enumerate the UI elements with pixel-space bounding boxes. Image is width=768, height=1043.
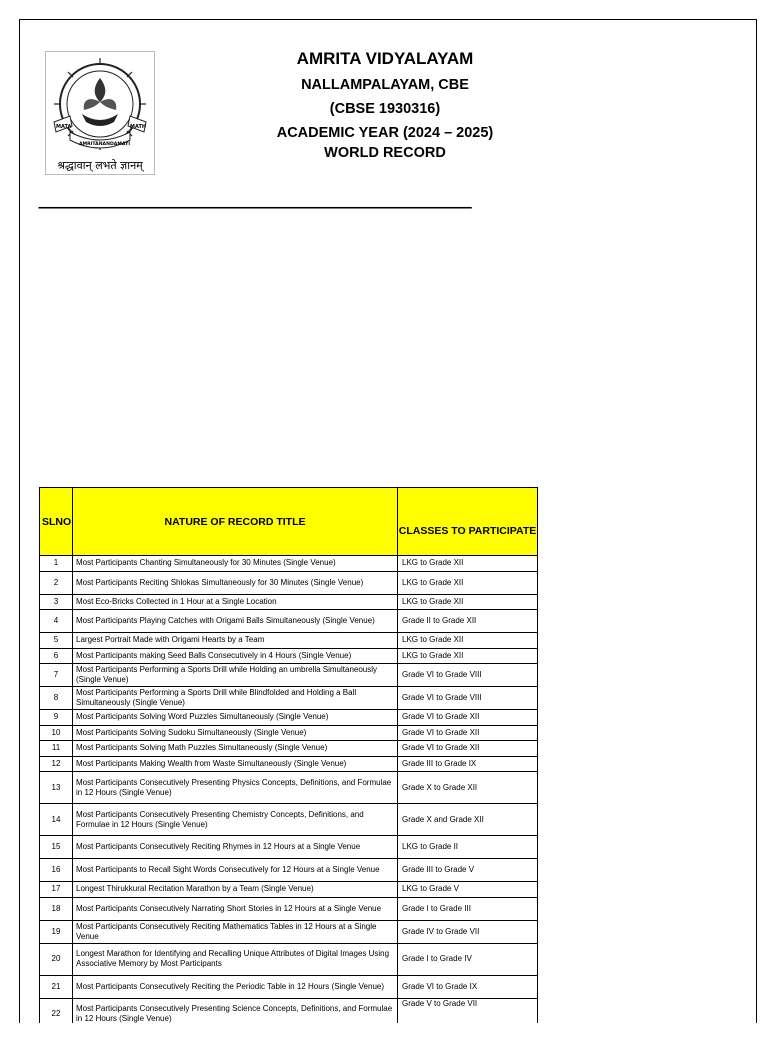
- cell-classes: LKG to Grade II: [398, 836, 538, 859]
- cell-record-title: Most Participants to Recall Sight Words Consecutively for 12 Hours at a Single Venue: [73, 859, 398, 882]
- cell-record-title: Longest Marathon for Identifying and Recalling Unique Attributes of Digital Images Using Associative Memory by Most Participants: [73, 943, 398, 975]
- cell-record-title: Longest Thirukkural Recitation Marathon by a Team (Single Venue): [73, 882, 398, 898]
- cell-record-title: Most Participants Making Wealth from Waste Simultaneously (Single Venue): [73, 756, 398, 772]
- cell-classes: LKG to Grade XII: [398, 648, 538, 664]
- cell-classes: Grade VI to Grade XII: [398, 710, 538, 726]
- logo-ribbon-left: MATA: [56, 124, 72, 130]
- cell-classes: LKG to Grade V: [398, 882, 538, 898]
- table-row: [40, 687, 538, 710]
- cell-record-title: Most Participants Consecutively Narrating Short Stories in 12 Hours at a Single Venue: [73, 897, 398, 920]
- header-slno: SLNO: [40, 488, 73, 556]
- cell-record-title: Most Participants Performing a Sports Drill while Blindfolded and Holding a Ball Simultaneously (Single Venue): [73, 687, 398, 710]
- cell-slno: 17: [40, 882, 73, 898]
- table-row: [40, 725, 538, 741]
- logo-ribbon-right: MATH: [130, 124, 147, 130]
- table-row: [40, 633, 538, 649]
- header-classes: CLASSES TO PARTICIPATE: [398, 488, 538, 556]
- table-row: [40, 859, 538, 882]
- cell-classes: Grade VI to Grade XII: [398, 741, 538, 757]
- cell-slno: 3: [40, 594, 73, 610]
- table-row: [40, 556, 538, 572]
- cell-record-title: Most Participants Consecutively Reciting Rhymes in 12 Hours at a Single Venue: [73, 836, 398, 859]
- cell-record-title: Most Participants Playing Catches with Origami Balls Simultaneously (Single Venue): [73, 610, 398, 633]
- cell-slno: 2: [40, 571, 73, 594]
- cell-slno: 22: [40, 998, 73, 1023]
- school-name: AMRITA VIDYALAYAM: [296, 49, 474, 68]
- cell-classes: Grade IV to Grade VII: [398, 920, 538, 943]
- table-row: [40, 741, 538, 757]
- table-row: [40, 882, 538, 898]
- cell-record-title: Largest Portrait Made with Origami Hearts by a Team: [73, 633, 398, 649]
- cell-record-title: Most Participants Consecutively Presenting Science Concepts, Definitions, and Formulae in 12 Hours (Single Venue): [73, 998, 398, 1023]
- cell-classes: Grade VI to Grade VIII: [398, 664, 538, 687]
- cell-classes: Grade VI to Grade XII: [398, 725, 538, 741]
- cell-classes: Grade II to Grade XII: [398, 610, 538, 633]
- cell-classes: LKG to Grade XII: [398, 571, 538, 594]
- table-row: [40, 920, 538, 943]
- table-header-row: [40, 488, 538, 556]
- cell-record-title: Most Participants Performing a Sports Drill while Holding an umbrella Simultaneously (Single Venue): [73, 664, 398, 687]
- cell-record-title: Most Participants Consecutively Reciting the Periodic Table in 12 Hours (Single Venue): [73, 975, 398, 998]
- table-row: [40, 897, 538, 920]
- table-row: [40, 664, 538, 687]
- cell-classes: Grade I to Grade IV: [398, 943, 538, 975]
- cell-classes: Grade III to Grade IX: [398, 756, 538, 772]
- table-body: [40, 556, 538, 1024]
- cell-classes: Grade VI to Grade IX: [398, 975, 538, 998]
- table-row: [40, 610, 538, 633]
- cell-slno: 11: [40, 741, 73, 757]
- logo-ribbon-bottom: AMRITANANDAMAYI: [79, 142, 131, 147]
- cell-slno: 1: [40, 556, 73, 572]
- cell-record-title: Most Eco-Bricks Collected in 1 Hour at a Single Location: [73, 594, 398, 610]
- table-row: [40, 571, 538, 594]
- cell-slno: 18: [40, 897, 73, 920]
- cell-slno: 20: [40, 943, 73, 975]
- cell-slno: 12: [40, 756, 73, 772]
- school-header: [250, 48, 520, 167]
- table-row: [40, 836, 538, 859]
- cell-classes: LKG to Grade XII: [398, 633, 538, 649]
- table-row: [40, 710, 538, 726]
- cell-slno: 15: [40, 836, 73, 859]
- cell-slno: 14: [40, 804, 73, 836]
- cell-record-title: Most Participants Solving Word Puzzles Simultaneously (Single Venue): [73, 710, 398, 726]
- cell-slno: 6: [40, 648, 73, 664]
- school-location: NALLAMPALAYAM, CBE: [301, 77, 469, 93]
- cell-classes: Grade X to Grade XII: [398, 772, 538, 804]
- cell-classes: Grade VI to Grade VIII: [398, 687, 538, 710]
- table-row: [40, 804, 538, 836]
- world-record-table: [39, 487, 538, 1023]
- cell-record-title: Most Participants Solving Sudoku Simultaneously (Single Venue): [73, 725, 398, 741]
- cell-slno: 19: [40, 920, 73, 943]
- academic-year: ACADEMIC YEAR (2024 – 2025): [276, 125, 494, 141]
- cell-classes: Grade I to Grade III: [398, 897, 538, 920]
- cell-record-title: Most Participants Solving Math Puzzles Simultaneously (Single Venue): [73, 741, 398, 757]
- cell-record-title: Most Participants Consecutively Presenting Physics Concepts, Definitions, and Formulae in 12 Hours (Single Venue): [73, 772, 398, 804]
- cell-slno: 7: [40, 664, 73, 687]
- cell-record-title: Most Participants Consecutively Presenting Chemistry Concepts, Definitions, and Formulae in 12 Hours (Single Venue): [73, 804, 398, 836]
- school-logo: [45, 51, 155, 175]
- table-row: [40, 975, 538, 998]
- cell-record-title: Most Participants Reciting Shlokas Simultaneously for 30 Minutes (Single Venue): [73, 571, 398, 594]
- cell-classes: Grade V to Grade VII: [398, 998, 538, 1023]
- table-row: [40, 943, 538, 975]
- cell-classes: Grade X and Grade XII: [398, 804, 538, 836]
- cell-classes: Grade III to Grade V: [398, 859, 538, 882]
- document-title: WORLD RECORD: [324, 145, 446, 161]
- cell-slno: 21: [40, 975, 73, 998]
- school-affiliation: (CBSE 1930316): [329, 101, 441, 117]
- cell-record-title: Most Participants Consecutively Reciting Mathematics Tables in 12 Hours at a Single Venue: [73, 920, 398, 943]
- cell-classes: LKG to Grade XII: [398, 556, 538, 572]
- cell-slno: 13: [40, 772, 73, 804]
- document-page: [19, 19, 757, 1023]
- cell-slno: 5: [40, 633, 73, 649]
- cell-record-title: Most Participants Chanting Simultaneously for 30 Minutes (Single Venue): [73, 556, 398, 572]
- table-row: [40, 594, 538, 610]
- table-row: [40, 998, 538, 1023]
- cell-record-title: Most Participants making Seed Balls Consecutively in 4 Hours (Single Venue): [73, 648, 398, 664]
- cell-slno: 9: [40, 710, 73, 726]
- cell-slno: 8: [40, 687, 73, 710]
- table-row: [40, 756, 538, 772]
- cell-slno: 4: [40, 610, 73, 633]
- cell-classes: LKG to Grade XII: [398, 594, 538, 610]
- logo-motto: श्रद्धावान् लभते ज्ञानम्: [57, 159, 143, 172]
- cell-slno: 10: [40, 725, 73, 741]
- dashed-separator: ---------------------------------------------------------------------------------------------------------------------------------------------------------: [38, 202, 471, 212]
- table-row: [40, 772, 538, 804]
- school-emblem-icon: [46, 52, 154, 174]
- table-row: [40, 648, 538, 664]
- header-record-title: NATURE OF RECORD TITLE: [73, 488, 398, 556]
- cell-slno: 16: [40, 859, 73, 882]
